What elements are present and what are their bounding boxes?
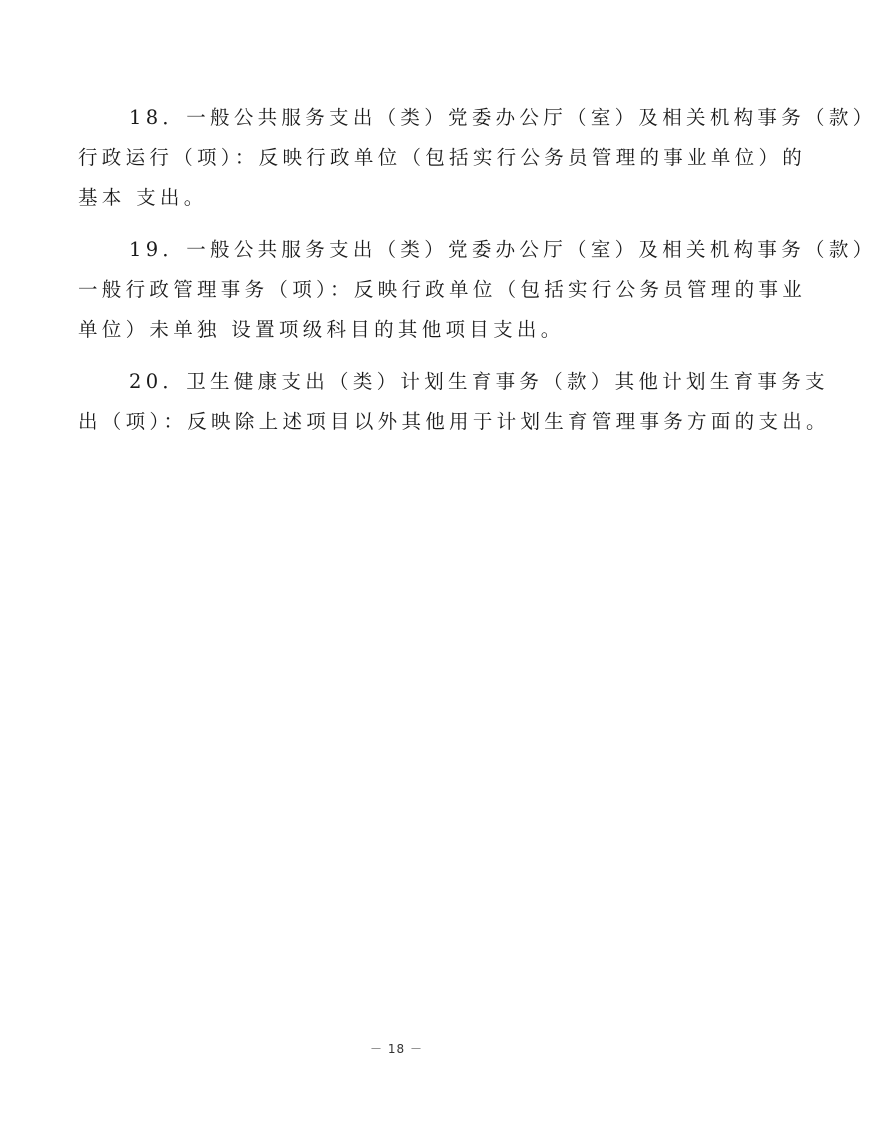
- paragraph-line: 19．一般公共服务支出（类）党委办公厅（室）及相关机构事务（款）: [129, 238, 876, 261]
- paragraph-item-19: [78, 230, 876, 350]
- paragraph-line: 行政运行（项）：反映行政单位（包括实行公务员管理的事业单位）的: [78, 146, 807, 169]
- paragraph-line: 基本 支出。: [78, 186, 208, 209]
- paragraph-line: 20．卫生健康支出（类）计划生育事务（款）其他计划生育事务支: [129, 370, 829, 393]
- paragraph-item-18: [78, 98, 876, 218]
- document-body: [78, 98, 876, 454]
- paragraph-item-20: [78, 362, 830, 442]
- paragraph-line: 单位）未单独 设置项级科目的其他项目支出。: [78, 318, 565, 341]
- page-number: － 18 －: [370, 1042, 423, 1056]
- paragraph-line: 一般行政管理事务（项）：反映行政单位（包括实行公务员管理的事业: [78, 278, 807, 301]
- paragraph-line: 出（项）：反映除上述项目以外其他用于计划生育管理事务方面的支出。: [78, 410, 830, 433]
- paragraph-line: 18．一般公共服务支出（类）党委办公厅（室）及相关机构事务（款）: [129, 106, 876, 129]
